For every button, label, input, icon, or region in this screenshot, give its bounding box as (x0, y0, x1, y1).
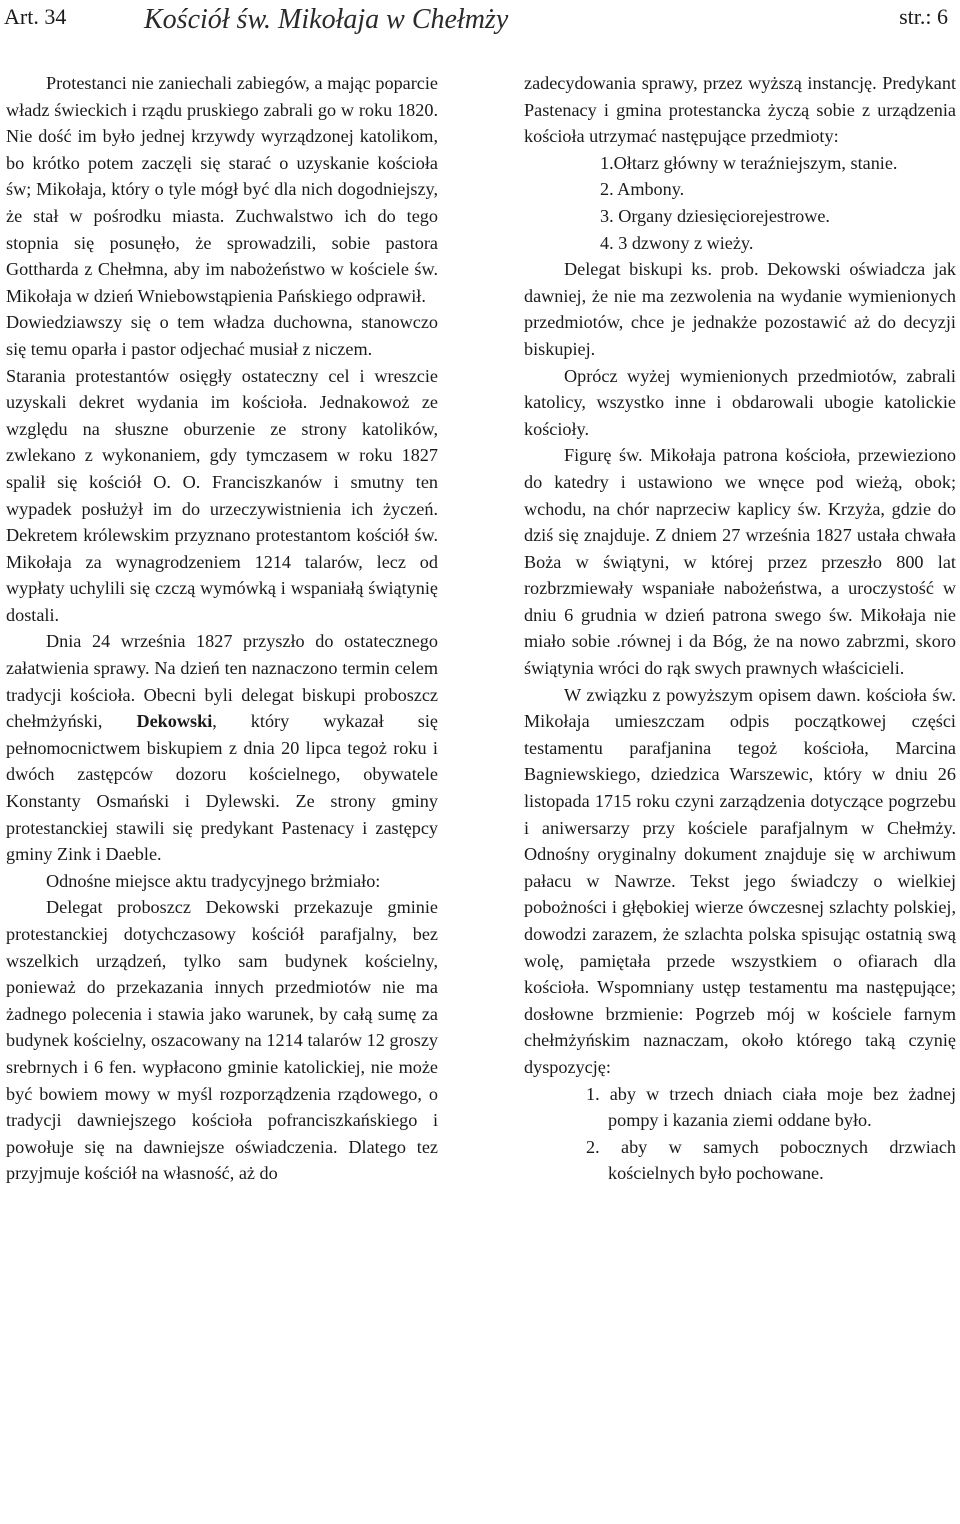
paragraph: Protestanci nie zaniechali zabiegów, a mając poparcie władz świeckich i rządu pruskiego zabrali go w roku 1820. Nie dość im było jednej krzywdy wyrządzonej katolikom, bo krótko potem zaczęli się starać o uzyskanie kościoła św; Mikołaja, który o tyle mógł być dla nich dogodniejszy, że stał w pośrodku miasta. Zuchwalstwo ich do tego stopnia się posunęło, że sprowadzili, sobie pastora Gottharda z Chełmna, aby im nabożeństwo w kościele św. Mikołaja w dzień Wniebowstąpienia Pańskiego odprawił. (6, 73, 438, 306)
left-column (6, 70, 438, 1187)
list-item: 2. Ambony. (600, 179, 685, 200)
items-list (524, 150, 956, 256)
testament-list (524, 1081, 956, 1187)
paragraph: Figurę św. Mikołaja patrona kościoła, przewieziono do katedry i ustawiono we wnęce pod wieżą, obok; wchodu, na chór naprzeciw kaplicy św. Krzyża, gdzie do dziś się znajduje. Z dniem 27 września 1827 ustała chwała Boża w świątyni, w której przez przeszło 800 lat rozbrzmiewały wspaniałe nabożeństwa, a uroczystość w dniu 6 grudnia w dzień patrona swego św. Mikołaja nie miało sobie .równej i da Bóg, że na nowo zabrzmi, skoro świątynia wróci do rąk swych prawnych właścicieli. (524, 445, 956, 679)
paragraph-text: , który wykazał się pełnomocnictwem biskupiem z dnia 20 lipca tegoż roku i dwóch zastępców dozoru kościelnego, obywatele Konstanty Osmański i Dylewski. Ze strony gminy protestanckiej stawili się predykant Pastenacy i zastępcy gminy Zink i Daeble. (6, 711, 438, 865)
paragraph: zadecydowania sprawy, przez wyższą instancję. Predykant Pastenacy i gmina protestancka życzą sobie z urządzenia kościoła utrzymać następujące przedmioty: (524, 73, 956, 147)
quoted-paragraph: Delegat proboszcz Dekowski przekazuje gminie protestanckiej dotychczasowy kościół parafjalny, bez wszelkich urządzeń, tylko sam budynek kościelny, ponieważ do przekazania innych przedmiotów nie ma żadnego polecenia i stawia jako warunek, by całą sumę za budynek kościelny, oszacowany na 1214 talarów 12 groszy srebrnych i 6 fen. wypłacono gminie katolickiej, nie może być bowiem mowy w myśl rozporządzenia rządowego, o tradycji dawniejszego kościoła pofranciszkańskiego i powołuje się na dawniejsze oświadczenia. Dlatego tez przyjmuje kościół na własność, aż do (6, 897, 438, 1184)
list-item: 3. Organy dziesięciorejestrowe. (600, 205, 830, 226)
paragraph: W związku z powyższym opisem dawn. kościoła św. Mikołaja umieszczam odpis początkowej części testamentu parafjanina tegoż kościoła, Marcina Bagniewskiego, dziedzica Warszewic, który w dniu 26 listopada 1715 roku czyni zarządzenia dotyczące pogrzebu i aniwersarzy przy kościele parafjalnym w Chełmży. Odnośny oryginalny dokument znajduje się w archiwum pałacu w Nawrze. Tekst jego świadczy o wielkiej pobożności i głębokiej wierze ówczesnej szlachty polskiej, dowodzi zarazem, że szlachta polska spisując ostatnią swą wolę, pamiętała przede wszystkiem o ofiarach dla kościoła. Wspomniany ustęp testamentu ma następujące; dosłowne brzmienie: Pogrzeb mój w kościele farnym chełmżyńskim naznaczam, około którego taką czynię dyspozycję: (524, 684, 956, 1077)
paragraph: Odnośne miejsce aktu tradycyjnego brżmiało: (46, 870, 381, 891)
paragraph: Dowiedziawszy się o tem władza duchowna, stanowczo się temu oparła i pastor odjechać musiał z niczem. (6, 312, 438, 359)
bold-name: Dekowski (136, 711, 213, 732)
right-column (524, 70, 956, 1187)
article-title: Kościół św. Mikołaja w Chełmży (144, 4, 509, 35)
page-number: str.: 6 (899, 4, 948, 29)
list-item: 1. aby w trzech dniach ciała moje bez żadnej pompy i kazania ziemi oddane było. (586, 1083, 956, 1131)
paragraph: Oprócz wyżej wymienionych przedmiotów, zabrali katolicy, wszystko inne i obdarowali ubogie katolickie kościoły. (524, 365, 956, 439)
list-item: 2. aby w samych pobocznych drzwiach kościelnych było pochowane. (586, 1136, 956, 1184)
paragraph: Delegat biskupi ks. prob. Dekowski oświadcza jak dawniej, że nie ma zezwolenia na wydanie wymienionych przedmiotów, chce je jednakże pozostawić aż do decyzji biskupiej. (524, 259, 956, 359)
paragraph: Starania protestantów osięgły ostateczny cel i wreszcie uzyskali dekret wydania im kościoła. Jednakowoż ze względu na słuszne oburzenie ze strony katolików, zwlekano z wykonaniem, gdy tymczasem w roku 1827 spalił się kościół O. O. Franciszkanów i smutny ten wypadek posłużył im do urzeczywistnienia ich życzeń. Dekretem królewskim przyznano protestantom kościół św. Mikołaja za wynagrodzeniem 1214 talarów, lecz od wypłaty uchylili się czczą wymówką i wspaniałą świątynię dostali. (6, 365, 438, 625)
list-item: 4. 3 dzwony z wieży. (600, 232, 754, 253)
paragraph (6, 628, 438, 867)
list-item: 1.Ołtarz główny w teraźniejszym, stanie. (600, 152, 898, 173)
article-number: Art. 34 (4, 4, 67, 29)
paragraph-text: Dnia 24 września 1827 przyszło do ostatecznego załatwienia sprawy. Na dzień ten naznaczono termin celem tradycji kościoła. Obecni byli delegat biskupi proboszcz chełmżyński, (6, 631, 438, 732)
page-header (4, 2, 956, 42)
